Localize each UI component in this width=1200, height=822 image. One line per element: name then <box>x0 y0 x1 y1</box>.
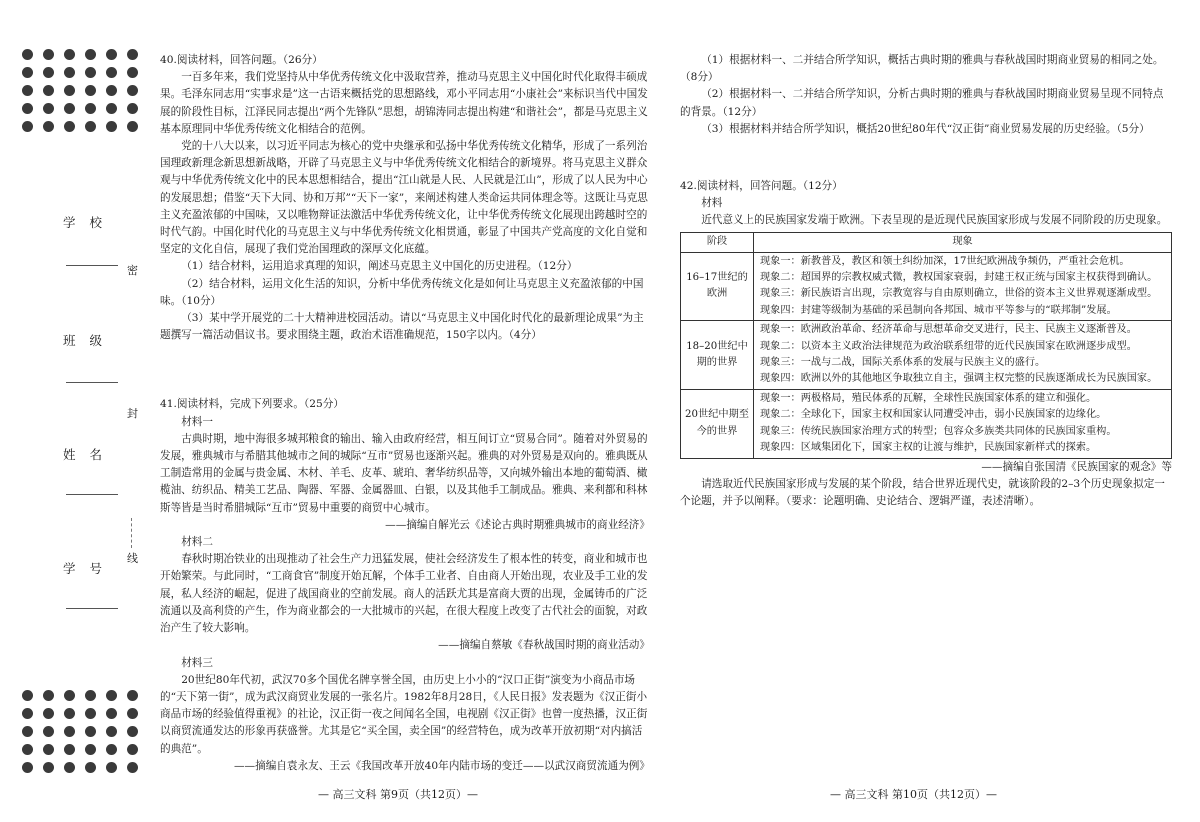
dot-mark <box>22 690 33 701</box>
dot-mark <box>43 49 54 60</box>
dot-mark <box>106 708 117 719</box>
phenomenon-item: 现象三：一战与二战，国际关系体系的发展与民族主义的盛行。 <box>760 357 1046 369</box>
left-page <box>160 52 650 775</box>
dot-mark <box>43 744 54 755</box>
dot-mark <box>22 103 33 114</box>
q42-title: 42.阅读材料，回答问题。（12分） <box>680 180 843 193</box>
table-phenomena-cell <box>754 389 1172 458</box>
dot-mark <box>127 708 138 719</box>
dot-mark <box>106 67 117 78</box>
decorative-dots-bottom <box>22 690 144 773</box>
dot-mark <box>22 708 33 719</box>
phenomenon-item: 现象三：传统民族国家治理方式的转型；包容众多族类共同体的民族国家重构。 <box>760 425 1117 437</box>
dot-mark <box>64 121 75 132</box>
dot-mark <box>22 744 33 755</box>
table-header-row <box>681 232 1172 252</box>
q41-material-3-source: ——摘编自袁永友、王云《我国改革开放40年内陆市场的变迁——以武汉商贸流通为例》 <box>233 759 650 772</box>
table-phenomena-cell <box>754 321 1172 390</box>
q41-material-2-text: 春秋时期冶铁业的出现推动了社会生产力迅猛发展，使社会经济发生了根本性的转变，商业和城市也开始繁荣。与此同时，“工商食官”制度开始瓦解，个体手工业者、自由商人开始出现，农业及手工业的发展，私人经济的崛起，促进了战国商业的空前发展。商人的活跃尤其是富商大贾的出现，金属铸币的广泛流通以及高利贷的产生，作为商业都会的一大批城市的兴起，在很大程度上改变了古代社会的面貌，对政治产生了较大影响。 <box>160 553 648 635</box>
dot-mark <box>64 726 75 737</box>
number-field[interactable] <box>66 608 118 609</box>
class-label: 班级 <box>63 333 117 348</box>
phenomena-table <box>680 232 1172 459</box>
dot-mark <box>106 690 117 701</box>
phenomenon-item: 现象一：新教普及，教区和领土纠纷加深，17世纪欧洲战争频仍，严重社会危机。 <box>760 255 1130 267</box>
dot-mark <box>85 744 96 755</box>
q40-title: 40.阅读材料，回答问题。（26分） <box>160 54 323 66</box>
q40-question-1: （1）结合材料，运用追求真理的知识，阐述马克思主义中国化的历史进程。（12分） <box>181 260 578 273</box>
dot-mark <box>22 49 33 60</box>
dot-mark <box>106 726 117 737</box>
dot-mark <box>64 67 75 78</box>
q41-material-1-text: 古典时期，地中海很多城邦粮食的输出、输入由政府经营，相互间订立“贸易合同”。随着对外贸易的发展，雅典城市与希腊其他城市之间的城际“互市”贸易也逐渐兴起。雅典的对外贸易是双向的。雅典既从工制造常用的金属与贵金属、木材、羊毛、皮革、琥珀、奢华纺织品等，又向城外输出本地的葡萄酒、橄榄油、纺织品、精美工艺品、陶器、军器、金属器皿、白银，以及其他手工制成品。雅典、来利都和科林斯等皆是当时希腊城际“互市”贸易中重要的商贸中心城市。 <box>160 432 648 514</box>
q42-material-label: 材料 <box>701 197 723 210</box>
q41-material-2-source: ——摘编自蔡敏《春秋战国时期的商业活动》 <box>438 639 650 652</box>
q41-material-3-label: 材料三 <box>181 656 213 669</box>
right-page <box>680 52 1172 510</box>
q41-material-1-source: ——摘编自解光云《述论古典时期雅典城市的商业经济》 <box>385 518 650 531</box>
dot-mark <box>64 744 75 755</box>
dot-mark <box>106 744 117 755</box>
name-field[interactable] <box>66 494 118 495</box>
dot-mark <box>43 67 54 78</box>
seal-dashed-line <box>131 518 132 548</box>
dot-mark <box>64 708 75 719</box>
dot-mark <box>22 85 33 96</box>
dot-mark <box>106 85 117 96</box>
table-phenomena-cell <box>754 252 1172 321</box>
dot-mark <box>127 762 138 773</box>
dot-mark <box>64 762 75 773</box>
dot-mark <box>43 708 54 719</box>
dot-mark <box>85 726 96 737</box>
dot-mark <box>43 103 54 114</box>
q42-prompt: 请选取近代民族国家形成与发展的某个阶段，结合世界近现代史，就该阶段的2–3个历史现象拟定一个论题，并予以阐释。（要求：论题明确、史论结合、逻辑严谨，表述清晰）。 <box>680 477 1165 507</box>
dot-mark <box>64 103 75 114</box>
q41-question-1: （1）根据材料一、二并结合所学知识，概括古典时期的雅典与春秋战国时期商业贸易的相同之处。（8分） <box>680 54 1164 84</box>
school-label: 学校 <box>63 215 117 230</box>
q41-question-2: （2）根据材料一、二并结合所学知识，分析古典时期的雅典与春秋战国时期商业贸易呈现不同特点的背景。（12分） <box>680 88 1164 118</box>
q41-title: 41.阅读材料，完成下列要求。（25分） <box>160 398 344 411</box>
phenomenon-item: 现象二：以资本主义政治法律规范为政治联系纽带的近代民族国家在欧洲逐步成型。 <box>760 340 1137 352</box>
q42-intro: 近代意义上的民族国家发端于欧洲。下表呈现的是近现代民族国家形成与发展不同阶段的历史现象。 <box>701 214 1168 227</box>
dot-mark <box>64 690 75 701</box>
dot-mark <box>22 67 33 78</box>
dot-mark <box>85 85 96 96</box>
table-header-phenomena: 现象 <box>754 232 1172 252</box>
dot-mark <box>106 762 117 773</box>
phenomenon-item: 现象三：新民族语言出现，宗教宽容与自由原则确立，世俗的资本主义世界观逐渐成型。 <box>760 288 1158 300</box>
table-stage-cell: 20世纪中期至今的世界 <box>681 389 754 458</box>
q41-material-2-label: 材料二 <box>181 536 213 549</box>
q41-material-1-label: 材料一 <box>181 415 213 428</box>
seal-char-xian: 线 <box>127 552 138 565</box>
dot-mark <box>127 67 138 78</box>
table-row <box>681 389 1172 458</box>
dot-mark <box>127 85 138 96</box>
dot-mark <box>43 726 54 737</box>
table-row <box>681 252 1172 321</box>
seal-char-feng: 封 <box>127 407 138 420</box>
seal-char-mi: 密 <box>127 264 138 277</box>
q42-table-source: ——摘编自张国清《民族国家的观念》等 <box>981 460 1172 473</box>
dot-mark <box>106 103 117 114</box>
dot-mark <box>106 121 117 132</box>
q41-material-3-text: 20世纪80年代初，武汉70多个国优名牌享誉全国，由历史上小小的“汉口正街”演变为小商品市场的“天下第一街”，成为武汉商贸业发展的一张名片。1982年8月28日，《人民日报》发表题为《汉正街小商品市场的经验值得重视》的社论，汉正街一夜之间闻名全国，电视剧《汉正街》也曾一度热播，汉正街以商贸流通发达的形象再获盛誉。尤其是它“买全国，卖全国”的经营特色，成为改革开放初期“对内搞活的典范”。 <box>160 673 648 755</box>
phenomenon-item: 现象二：全球化下，国家主权和国家认同遭受冲击，弱小民族国家的边缘化。 <box>760 409 1107 421</box>
phenomenon-item: 现象一：两极格局，殖民体系的瓦解，全球性民族国家体系的建立和强化。 <box>760 392 1097 404</box>
q41-question-3: （3）根据材料并结合所学知识，概括20世纪80年代“汉正街”商业贸易发展的历史经验。（5分） <box>701 122 1150 135</box>
dot-mark <box>85 67 96 78</box>
school-field[interactable] <box>66 265 118 266</box>
dot-mark <box>64 49 75 60</box>
table-row <box>681 321 1172 390</box>
dot-mark <box>106 49 117 60</box>
dot-mark <box>85 103 96 114</box>
dot-mark <box>43 85 54 96</box>
dot-mark <box>85 690 96 701</box>
right-page-footer: — 高三文科 第10页（共12页）— <box>830 788 997 801</box>
dot-mark <box>43 690 54 701</box>
dot-mark <box>127 49 138 60</box>
left-page-footer: — 高三文科 第9页（共12页）— <box>318 788 478 801</box>
dot-mark <box>127 726 138 737</box>
phenomenon-item: 现象四：封建等级制为基础的采邑制向各邦国、城市平等参与的“联邦制”发展。 <box>760 304 1117 316</box>
dot-mark <box>85 762 96 773</box>
phenomenon-item: 现象四：欧洲以外的其他地区争取独立自主，强调主权完整的民族逐渐成长为民族国家。 <box>760 373 1158 385</box>
q40-paragraph-1: 一百多年来，我们党坚持从中华优秀传统文化中汲取营养，推动马克思主义中国化时代化取得丰硕成果。毛泽东同志用“实事求是”这一古语来概括党的思想路线，邓小平同志用“小康社会”来标识当代中国发展的阶段性目标，江泽民同志提出“两个先锋队”思想，胡锦涛同志提出构建“和谐社会”，都是马克思主义基本原理同中华优秀传统文化相结合的范例。 <box>160 71 648 135</box>
phenomenon-item: 现象四：区域集团化下，国家主权的让渡与维护，民族国家新样式的探索。 <box>760 442 1097 454</box>
dot-mark <box>127 121 138 132</box>
dot-mark <box>127 103 138 114</box>
dot-mark <box>85 708 96 719</box>
dot-mark <box>85 49 96 60</box>
dot-mark <box>22 726 33 737</box>
dot-mark <box>43 121 54 132</box>
decorative-dots-top <box>22 49 144 132</box>
q40-question-2: （2）结合材料，运用文化生活的知识，分析中华优秀传统文化是如何让马克思主义充盈浓郁的中国味。（10分） <box>160 277 644 307</box>
dot-mark <box>127 690 138 701</box>
class-field[interactable] <box>66 382 118 383</box>
dot-mark <box>43 762 54 773</box>
q40-question-3: （3）某中学开展党的二十大精神进校园活动。请以“马克思主义中国化时代化的最新理论成果”为主题撰写一篇活动倡议书。要求围绕主题，政治术语准确规范，150字以内。（4分） <box>160 312 644 342</box>
number-label: 学号 <box>63 561 117 576</box>
phenomenon-item: 现象一：欧洲政治革命、经济革命与思想革命交叉进行，民主、民族主义逐渐普及。 <box>760 324 1137 336</box>
q40-paragraph-2: 党的十八大以来，以习近平同志为核心的党中央继承和弘扬中华优秀传统文化精华，形成了一系列治国理政新理念新思想新战略，开辟了马克思主义与中华优秀传统文化相结合的新境界。将马克思主义群众观与中华优秀传统文化中的民本思想相结合，提出“江山就是人民、人民就是江山”，形成了以人民为中心的发展思想；借鉴“天下大同、协和万邦”“天下一家”，来阐述构建人类命运共同体理念等。这既让马克思主义充盈浓郁的中国味，又以唯物辩证法激活中华优秀传统文化，让中华优秀传统文化展现出跨越时空的时代气韵。中国化时代化的马克思主义与中华优秀传统文化相贯通，彰显了中国共产党高度的文化自觉和坚定的文化自信，展现了我们党治国理政的深厚文化底蕴。 <box>160 140 648 256</box>
dot-mark <box>127 744 138 755</box>
table-stage-cell: 16–17世纪的欧洲 <box>681 252 754 321</box>
dot-mark <box>22 762 33 773</box>
table-header-stage: 阶段 <box>681 232 754 252</box>
name-label: 姓名 <box>63 447 117 462</box>
dot-mark <box>22 121 33 132</box>
dot-mark <box>85 121 96 132</box>
dot-mark <box>64 85 75 96</box>
table-stage-cell: 18–20世纪中期的世界 <box>681 321 754 390</box>
phenomenon-item: 现象二：超国界的宗教权威式微，教权国家衰弱，封建王权正统与国家主权获得到确认。 <box>760 272 1158 284</box>
